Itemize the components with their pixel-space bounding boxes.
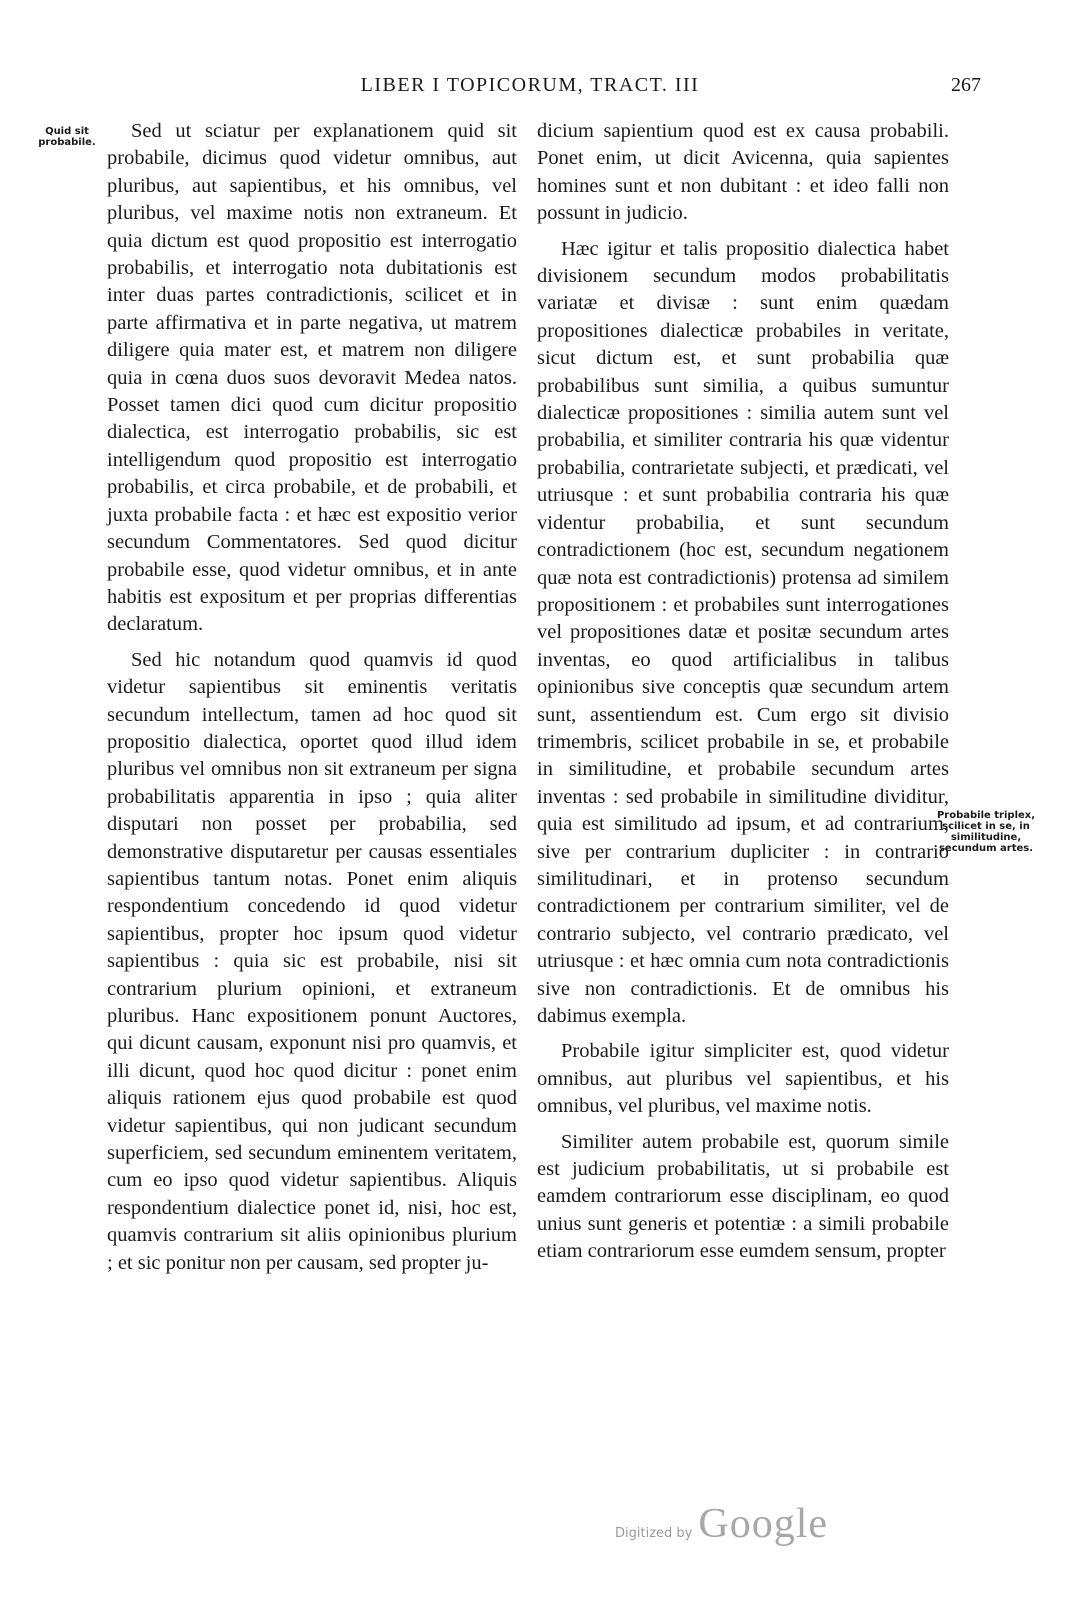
google-logo: Google xyxy=(698,1501,829,1547)
running-title: LIBER I TOPICORUM, TRACT. III xyxy=(360,74,700,96)
right-paragraph-1: dicium sapientium quod est ex causa probabili. Ponet enim, ut dicit Avicenna, quia sapientes homines sunt et non dubitant : et ideo falli non possunt in judicio. xyxy=(537,120,949,225)
right-paragraph-4: Similiter autem probabile est, quorum simile est judicium probabilitatis, ut si probabile est eamdem contrariorum esse disciplinam, eo quod unius sunt generis et potentiæ : a simili probabile etiam contrariorum esse eumdem sensum, propter xyxy=(537,1130,949,1263)
right-paragraph-3: Probabile igitur simpliciter est, quod videtur omnibus, aut pluribus vel sapientibus, et his omnibus, vel pluribus, vel maxime notis. xyxy=(537,1040,949,1118)
margin-note-left: Quid sit probabile. xyxy=(38,126,96,148)
left-column xyxy=(107,118,517,1285)
digitized-by-label: Digitized by xyxy=(615,1526,693,1541)
margin-note-right: Probabile triplex, scilicet in se, in similitudine, secundum artes. xyxy=(936,810,1036,854)
left-paragraph-1: Sed ut sciatur per explanationem quid sit probabile, dicimus quod videtur omnibus, aut pluribus, aut sapientibus, et his omnibus, vel pluribus, vel maxime notis non extraneum. Et quia dictum est quod propositio est interrogatio probabilis, et interrogatio nota dubitationis est inter duas partes contradictionis, scilicet et in parte affirmativa et in parte negativa, ut matrem diligere quia mater est, et matrem non diligere quia in cœna duos suos devoravit Medea natos. Posset tamen dici quod cum dicitur propositio dialectica, est interrogatio probabilis, sic est intelligendum quod propositio est interrogatio probabilis, et circa probabile, et de probabili, et juxta probabile facta : et hæc est expositio verior secundum Commentatores. Sed quod dicitur probabile esse, quod videtur omnibus, et in ante habitis est expositum et per proprias differentias declaratum. xyxy=(107,120,517,636)
page-number: 267 xyxy=(951,74,981,96)
left-paragraph-2: Sed hic notandum quod quamvis id quod videtur sapientibus sit eminentis veritatis secundum intellectum, tamen ad hoc quod sit propositio dialectica, oportet quod illud idem pluribus vel omnibus non sit extraneum per signa probabilitatis apparentia in ipso ; quia aliter disputari non posset per probabilia, sed demonstrative disputaretur per causas essentiales sapientibus tantum notas. Ponet enim aliquis respondentium concedendo id quod videtur sapientibus, propter hoc ipsum quod videtur sapientibus : quia sic est probabile, nisi sit contrarium plurium opinioni, et extraneum pluribus. Hanc expositionem ponunt Auctores, qui dicunt causam, exponunt nisi pro quamvis, et illi dicunt, quod hoc quod dicitur : ponet enim aliquis rationem ejus quod probabile est quod videtur sapientibus, qui non judicant secundum superficiem, sed secundum eminentem veritatem, cum eo ipso quod videtur sapientibus. Aliquis respondentium dialectice ponet id, nisi, hoc est, quamvis contrarium sit aliis opinionibus plurium ; et sic ponitur non per causam, sed propter ju- xyxy=(107,648,517,1274)
digitized-watermark xyxy=(615,1500,875,1560)
right-paragraph-2: Hæc igitur et talis propositio dialectica habet divisionem secundum modos probabilitatis variatæ et divisæ : sunt enim quædam propositiones dialecticæ probabiles in veritate, sicut dictum est, et sunt probabilia quæ probabilibus sunt similia, a quibus sumuntur dialecticæ propositiones : similia autem sunt vel probabilia, et similiter contraria his quæ videntur probabilia, contrarietate subjecti, et prædicati, vel utriusque : et sunt probabilia contraria his quæ videntur probabilia, et sunt secundum contradictionem (hoc est, secundum negationem quæ nota est contradictionis) protensa ad similem propositionem : et probabiles sunt interrogationes vel propositiones datæ et positæ secundum artes inventas, eo quod artificialibus in talibus opinionibus sive conceptis quæ secundum artem sunt, assentiendum est. Cum ergo sit divisio trimembris, scilicet probabile in se, et probabile in similitudine, et probabile secundum artes inventas : sed probabile in similitudine dividitur, quia est similitudo ad ipsum, et ad contrarium, sive per contrarium dupliciter : in contrario similitudinari, et in protenso secundum contradictionem per contrarium similiter, vel de contrario subjecto, vel contrario prædicato, vel utriusque : et hæc omnia cum nota contradictionis sive non contradictionis. Et de omnibus his dabimus exempla. xyxy=(537,237,949,1027)
right-column xyxy=(537,118,949,1274)
